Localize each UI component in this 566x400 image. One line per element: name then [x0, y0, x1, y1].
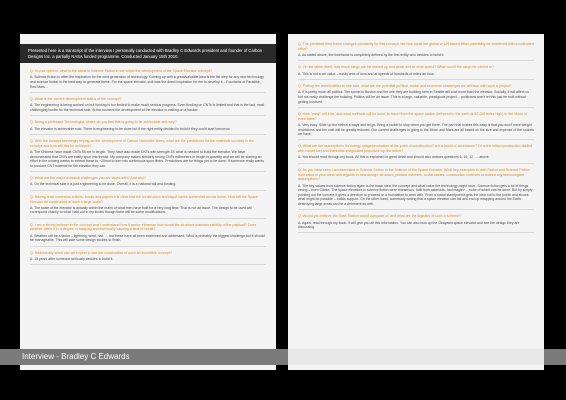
- divider: [298, 79, 534, 80]
- qa-item: [30, 223, 266, 247]
- question-text: Q. Would you believe the Base Station would compose of, and what are the logistics of such a scheme?: [298, 214, 461, 219]
- answer-text: A. The scale of the elevator is actually within the realm of what men have built for a very long time. That is not an issue. The design to be used will correspond closely to what I laid out in my books though there will be some modifications.: [30, 205, 252, 215]
- question-text: Q. Having read numerous articles, books and papers it is clear that the construction technique varies somewhat across these. How will the Space Elevator be constructed at such a large scale?: [30, 194, 258, 204]
- qa-item: [30, 120, 266, 134]
- footer-banner: [0, 349, 566, 365]
- qa-item: [298, 42, 534, 61]
- answer-text: A. This is not a set value – easily tens of tons and at speeds of hundreds of miles an hour.: [298, 71, 435, 76]
- left-page: [20, 34, 276, 370]
- answer-text: A. 15 years after someone seriously decides to build it.: [30, 257, 114, 262]
- question-text: Q. On the tether itself, how much cargo can be moved up and down and at what speed? What would the cargo be carried in?: [298, 65, 494, 70]
- qa-item: [30, 69, 266, 93]
- qa-item: [30, 97, 266, 116]
- divider: [298, 139, 534, 140]
- answer-text: A. Very easy. Slide up the ribbon a ways and let go. Bring a rocket to stop when you get there. The part that makes this easy is that you won't have weight restrictions and the cost will be greatly reduced. Our current challenges in going to the Moon and Mars are all based on the size and expense of the rockets we have.: [298, 122, 534, 137]
- question-text: Q. How "easy" will it be, and what methods will be used, to travel from the space station (tethered to the earth at 62,000 miles high) to the Moon or even Mars?: [298, 111, 528, 121]
- divider: [30, 218, 266, 219]
- question-text: Q. Realistically when can we expect to see the construction of such an incredible concept?: [30, 250, 173, 255]
- qa-item: [298, 144, 534, 163]
- divider: [30, 92, 266, 93]
- qa-item: [298, 84, 534, 108]
- right-qa-list: [298, 42, 534, 233]
- question-text: Q. What is the current development status of the concept?: [30, 97, 122, 102]
- divider: [298, 60, 534, 61]
- qa-item: [298, 168, 534, 210]
- qa-item: [30, 251, 266, 265]
- question-text: Q. What are the major technical challenges you are faced with? And why?: [30, 176, 146, 181]
- divider: [298, 107, 534, 108]
- qa-item: [30, 176, 266, 190]
- divider: [30, 190, 266, 191]
- divider: [298, 232, 534, 233]
- answer-text: A. As stated above, the timeframe is completely defined by the first entity who decides to build it.: [298, 53, 445, 57]
- divider: [298, 209, 534, 210]
- qa-item: [298, 214, 534, 233]
- answer-text: A. Weather will be a factor – lightning, wind, hail, … but these have all been examined and addressed. Wind is probably the biggest challenge but it should be manageable. This will take some design studies to finish.: [30, 233, 265, 243]
- right-page: [288, 34, 544, 370]
- answer-text: A. The elevator is achievable now. There is engineering to be done but if the right entity decided to build it they could start tomorrow.: [30, 126, 231, 131]
- banner-title: Interview - Bradley C Edwards: [22, 352, 130, 361]
- intro-text: Presented here is a transcript of the interview I personally conducted with Bradley C Edwards president and founder of Carbon Designs Inc. a partially NASA funded programme. Conducted January 15th 2010.: [20, 44, 276, 63]
- divider: [30, 246, 266, 247]
- divider: [30, 264, 266, 265]
- answer-text: A. The key values from science fiction again is the basic idea, the concept and what value the technology might have. Science fiction gets a lot of things wrong – even Clarke. The space elevators in science fiction were monstrous, built from asteroids, had maglev… none of which can be done. But by simply pointing out the concept it gives a direction to proceed or a foundation to work with. From a social standpoint it gets the idea out to the public and shows what might be possible – builds support. On the other hand, somebody writing that a space elevator can fail and end up wrapping around the Earth destroying large areas can be a detriment as well.: [298, 183, 533, 206]
- qa-item: [298, 65, 534, 79]
- divider: [298, 163, 534, 164]
- question-text: Q. I am a strong believer in the concept and I understand how it works. However how would the structure maintain stability of the payload? Does weather affect it to a degree of swaying and eventually causing a fault or break?: [30, 222, 257, 232]
- answer-text: A. Science fiction is often the inspiration for the next generation of technology. Coming up with a great/valuable idea is the fist step for any new technology and science fiction is the best way to generate these. For the space elevator, scifi was the direct inspiration for me to develop it – Fountains of Paradise, Red Mars…: [30, 75, 265, 89]
- left-qa-list: [20, 69, 276, 265]
- right-page-footer: [288, 349, 544, 365]
- answer-text: A. The engineering is being worked on but funding is too limited to make much serious progress. Even funding on CNTs is limited and that is the last, most challenging hurdle for the technical side. At the moment the development of the elevator is waiting on a backer.: [30, 103, 265, 112]
- question-text: Q. Putting the technicalities to one side, what are the potential political, social and economic challenges we will face with such a project?: [298, 84, 512, 89]
- answer-text: A. You should read through my book. All this is explained in great detail and should also answer questions 6, 10, 12, … above.: [298, 155, 490, 160]
- answer-text: A. On the technical side it is just engineering to be done. Overall, it is a national will and funding.: [30, 182, 177, 187]
- divider: [30, 171, 266, 172]
- qa-item: [30, 139, 266, 172]
- qa-item: [30, 195, 266, 219]
- answer-text: A. It is pretty much all politics. The tunnel in Boston and the one they are building here in Seattle will cost more than the elevator. Socially, it will affect us but not really challenge the building. Politics will be an issue. This is a large, valuable, prestigious project… politicians won't let this just be built without getting involved.: [298, 90, 530, 104]
- answer-text: A. Again, read through my book. It will give you all this information. You can also look up the Obayashi space elevator and see the design they are discussing.: [298, 220, 520, 230]
- question-text: Q. As you have seen I am interested in Science Fiction in the Science of the Space Elevator. What key examples in both Fiction and Science Fiction hold value in your mind with regards to new design, structure, political outreach, social values, construction methods or indeed any technological assumptions?: [298, 167, 530, 182]
- divider: [30, 115, 266, 116]
- question-text: Q. With the concept seemingly relying on the development of Carbon Nanotube fibres, what are the predictions for the materials success in the concept and how will this be achieved?: [30, 138, 254, 148]
- question-text: Q. The predicted time frame changes constantly for this concept, but how could the global or UN based effort potentially be shortened with a motivated effort?: [298, 42, 534, 51]
- question-text: Q. Being a professed Technologist, where do you feel this is going to be achievable and why?: [30, 120, 177, 125]
- question-text: Q. What are the assumptions for energy usage/production at the point of construction? Is it a world of abundance? Or is the initial construction riddled with rocket fuel and thereafter invigorated propulsion up the tether?: [298, 144, 533, 154]
- question-text: Q. In your opinion, what is the value in Science Fiction's role within the development of the Space Elevator concept?: [30, 69, 213, 74]
- divider: [30, 134, 266, 135]
- answer-text: A. The Chinese have made CNTs 55 cm in length. They have also made CNTs with strength 3X what is needed to build the elevator. We have demonstrated that CNTs are easily spun into thread. My company makes similarly strong CNTs millimeters in length in quantity and we will be starting an effort in the coming weeks to extend these to ~20mm to turn into continuous spun fibers. Predictions are for things yet to be done. If someone really wants to produce CNT material for the elevator they can.: [30, 149, 264, 168]
- qa-item: [298, 112, 534, 140]
